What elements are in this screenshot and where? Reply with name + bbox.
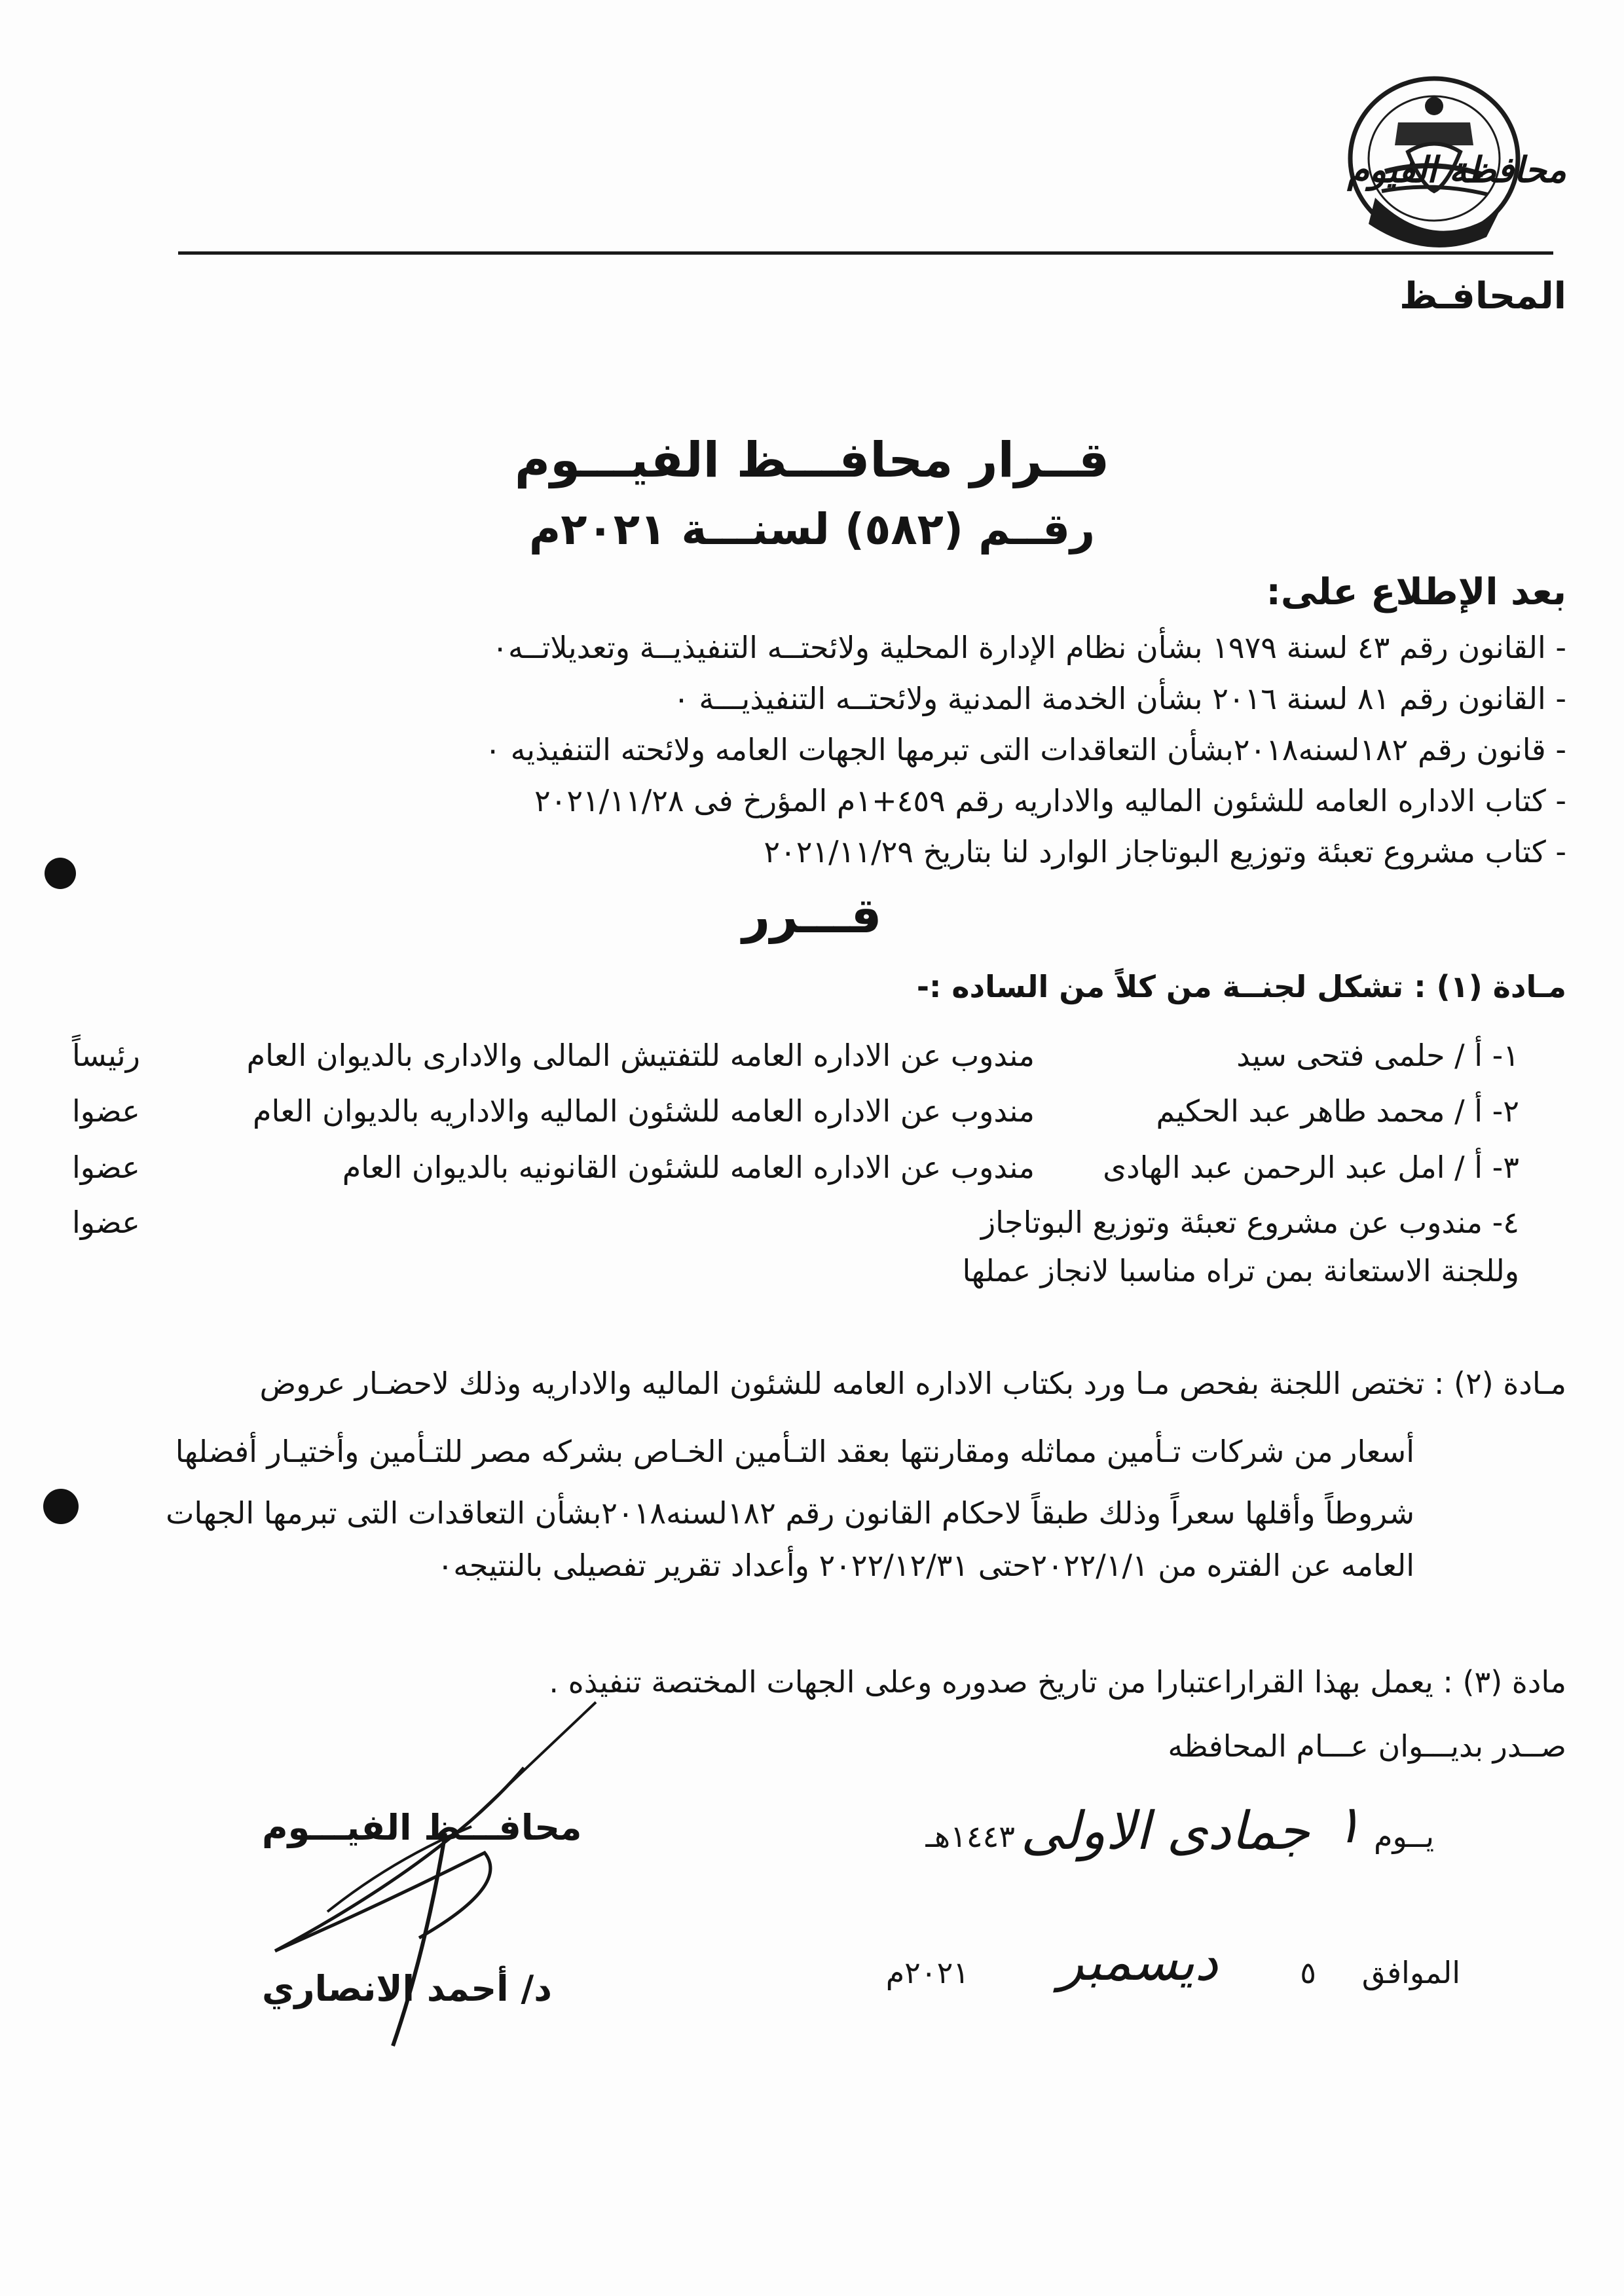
committee-member-role: مندوب عن الاداره العامه للشئون الماليه والاداريه بالديوان العام (253, 1093, 1035, 1129)
committee-note: وللجنة الاستعانة بمن تراه مناسبا لانجاز عملها (962, 1253, 1519, 1288)
preamble-item: - كتاب مشروع تعبئة وتوزيع البوتاجاز الوارد لنا بتاريخ ٢٠٢١/١١/٢٩ (764, 834, 1566, 869)
committee-member-position: رئيساً (72, 1038, 140, 1073)
committee-member-role: مندوب عن الاداره العامه للتفتيش المالى والادارى بالديوان العام (246, 1038, 1035, 1073)
gregorian-day: ٥ (1300, 1955, 1316, 1990)
signatory-title: محافـــظ الفيـــوم (262, 1807, 582, 1848)
preamble-item: - القانون رقم ٤٣ لسنة ١٩٧٩ بشأن نظام الإدارة المحلية ولائحتــه التنفيذيــة وتعديلاتــه٠ (492, 630, 1566, 665)
hijri-month: جمادى الاولى (1020, 1800, 1310, 1861)
punch-hole-mark (45, 858, 76, 889)
gregorian-month: ديسمبر (1058, 1931, 1218, 1992)
handwritten-signature-icon (249, 1689, 616, 2056)
preamble-item: - كتاب الاداره العامه للشئون الماليه والاداريه رقم ٤٥٩+١م المؤرخ فى ٢٠٢١/١١/٢٨ (534, 783, 1566, 818)
article-3-line: مادة (٣) : يعمل بهذا القراراعتبارا من تاريخ صدوره وعلى الجهات المختصة تنفيذه . (549, 1664, 1566, 1700)
preamble-item: - القانون رقم ٨١ لسنة ٢٠١٦ بشأن الخدمة المدنية ولائحتــه التنفيذيـــة ٠ (673, 681, 1566, 716)
decree-number: رقــم (٥٨٢) لسنـــة ٢٠٢١م (528, 504, 1096, 555)
article-2-line: العامه عن الفتره من ٢٠٢٢/١/١حتى ٢٠٢٢/١٢/٣١ وأعداد تقرير تفصيلى بالنتيجه٠ (437, 1548, 1414, 1583)
decree-title: قــرار محافـــظ الفيـــوم (514, 432, 1110, 488)
header-divider (178, 251, 1553, 255)
committee-member-name: ٢- أ / محمد طاهر عبد الحكيم (1156, 1093, 1519, 1129)
hijri-day: ١ (1334, 1794, 1362, 1855)
committee-member-name: ٣- أ / امل عبد الرحمن عبد الهادى (1103, 1150, 1519, 1185)
article-2-line: مـادة (٢) : تختص اللجنة بفحص مـا ورد بكتاب الاداره العامه للشئون الماليه والاداريه وذلك لاحضـار عروض (259, 1366, 1566, 1401)
decided-heading: قـــرر (742, 888, 882, 944)
gregorian-label: الموافق (1361, 1955, 1460, 1990)
punch-hole-mark (43, 1489, 79, 1524)
hijri-label: يــوم (1374, 1819, 1434, 1854)
committee-member-name: ١- أ / حلمى فتحى سيد (1236, 1038, 1519, 1073)
signatory-name: د/ أحمد الانصاري (262, 1968, 552, 2009)
article-1-heading: مـادة (١) : تشكل لجنــة من كلاً من الساده :- (916, 969, 1566, 1004)
preamble-lead: بعد الإطلاع على: (1266, 571, 1566, 613)
gregorian-year: ٢٠٢١م (885, 1955, 969, 1990)
committee-member-position: عضوا (72, 1205, 140, 1240)
hijri-year: ١٤٤٣هـ (925, 1819, 1015, 1854)
governorate-name: محافظة الفيوم (1347, 149, 1566, 191)
committee-member-role: مندوب عن الاداره العامه للشئون القانونيه بالديوان العام (342, 1150, 1035, 1185)
committee-member-name: ٤- مندوب عن مشروع تعبئة وتوزيع البوتاجاز (980, 1205, 1519, 1240)
article-2-line: شروطاً وأقلها سعراً وذلك طبقاً لاحكام القانون رقم ١٨٢لسنه٢٠١٨بشأن التعاقدات التى تبرمها الجهات (166, 1495, 1414, 1531)
committee-member-position: عضوا (72, 1093, 140, 1129)
office-label: المحافـظ (1399, 275, 1566, 318)
article-2-line: أسعار من شركات تـأمين مماثله ومقارنتها بعقد التـأمين الخـاص بشركه مصر للتـأمين وأختيـار أفضلها (175, 1434, 1414, 1469)
issued-at: صــدر بديـــوان عـــام المحافظه (1168, 1728, 1566, 1764)
preamble-item: - قانون رقم ١٨٢لسنه٢٠١٨بشأن التعاقدات التى تبرمها الجهات العامه ولائحته التنفيذيه ٠ (485, 732, 1566, 767)
committee-member-position: عضوا (72, 1150, 140, 1185)
